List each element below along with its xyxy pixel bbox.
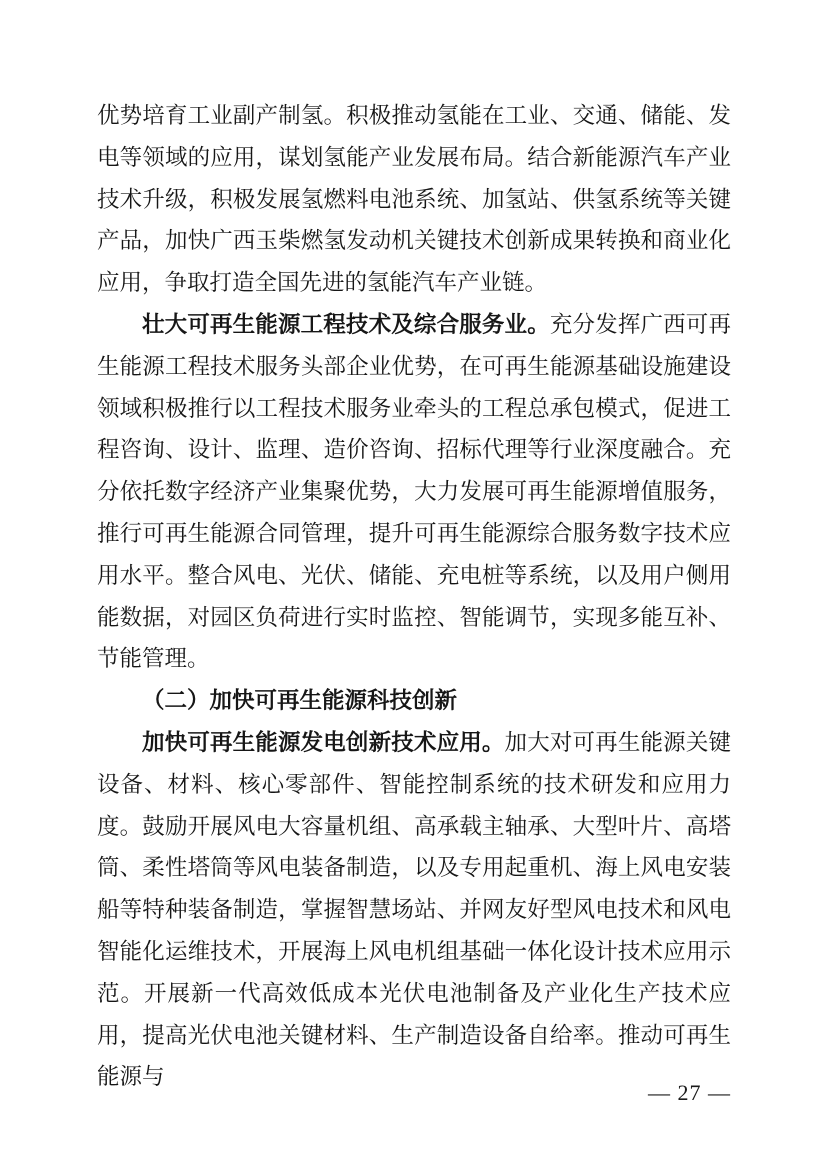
paragraph-text: 优势培育工业副产制氢。积极推动氢能在工业、交通、储能、发电等领域的应用，谋划氢能产业发展布局。结合新能源汽车产业技术升级，积极发展氢燃料电池系统、加氢站、供氢系统等关键产品，加快广西玉柴燃氢发动机关键技术创新成果转换和商业化应用，争取打造全国先进的氢能汽车产业链。: [97, 103, 731, 296]
paragraph-engineering-services: [97, 304, 731, 680]
paragraph-lead: 壮大可再生能源工程技术及综合服务业。: [142, 311, 550, 337]
section-heading-tech-innovation: （二）加快可再生能源科技创新: [142, 688, 458, 714]
paragraph-power-generation-innovation: [97, 722, 731, 1098]
paragraph-hydrogen-industry: [97, 95, 731, 304]
page-number: — 27 —: [648, 1080, 731, 1105]
paragraph-lead: 加快可再生能源发电创新技术应用。: [142, 729, 505, 755]
paragraph-text: 充分发挥广西可再生能源工程技术服务头部企业优势，在可再生能源基础设施建设领域积极推行以工程技术服务业牵头的工程总承包模式，促进工程咨询、设计、监理、造价咨询、招标代理等行业深度融合。充分依托数字经济产业集聚优势，大力发展可再生能源增值服务，推行可再生能源合同管理，提升可再生能源综合服务数字技术应用水平。整合风电、光伏、储能、充电桩等系统，以及用户侧用能数据，对园区负荷进行实时监控、智能调节，实现多能互补、节能管理。: [97, 311, 731, 672]
paragraph-text: 加大对可再生能源关键设备、材料、核心零部件、智能控制系统的技术研发和应用力度。鼓励开展风电大容量机组、高承载主轴承、大型叶片、高塔筒、柔性塔筒等风电装备制造，以及专用起重机、海上风电安装船等特种装备制造，掌握智慧场站、并网友好型风电技术和风电智能化运维技术，开展海上风电机组基础一体化设计技术应用示范。开展新一代高效低成本光伏电池制备及产业化生产技术应用，提高光伏电池关键材料、生产制造设备自给率。推动可再生能源与: [97, 729, 731, 1090]
document-body: [97, 95, 731, 1098]
page-footer: [97, 1078, 731, 1108]
